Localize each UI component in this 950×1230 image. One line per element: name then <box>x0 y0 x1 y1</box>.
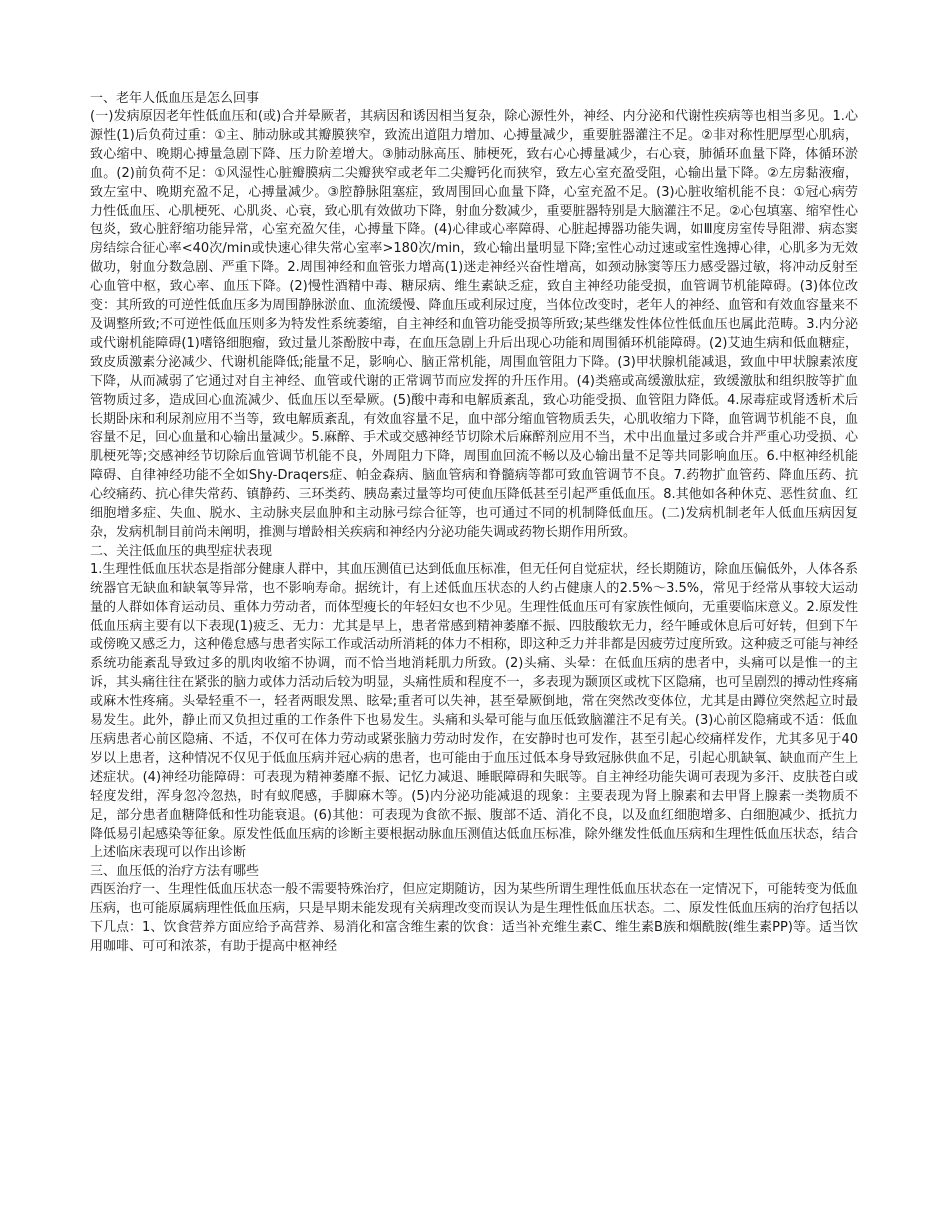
document-page <box>90 90 858 957</box>
section-3-body: 西医治疗一、生理性低血压状态一般不需要特殊治疗，但应定期随访，因为某些所谓生理性低血压状态在一定情况下，可能转变为低血压病，也可能原属病理性低血压病，只是早期未能发现有关病理改变而误认为是生理性低血压状态。二、原发性低血压病的治疗包括以下几点：1、饮食营养方面应给予高营养、易消化和富含维生素的饮食：适当补充维生素C、维生素B族和烟酰胺(维生素PP)等。适当饮用咖啡、可可和浓茶，有助于提高中枢神经 <box>90 882 858 955</box>
section-1-body: (一)发病原因老年性低血压和(或)合并晕厥者，其病因和诱因相当复杂，除心源性外，神经、内分泌和代谢性疾病等也相当多见。1.心源性(1)后负荷过重：①主、肺动脉或其瓣膜狭窄，致流出道阻力增加、心搏量减少，重要脏器灌注不足。②非对称性肥厚型心肌病，致心缩中、晚期心搏量急剧下降、压力阶差增大。③肺动脉高压、肺梗死，致右心心搏量减少，右心衰，肺循环血量下降，体循环淤血。(2)前负荷不足：①风湿性心脏瓣膜病二尖瓣狭窄或老年二尖瓣钙化而狭窄，致左心室充盈受阻，心输出量下降。②左房黏液瘤，致左室中、晚期充盈不足，心搏量减少。③腔静脉阻塞症，致周围回心血量下降，心室充盈不足。(3)心脏收缩机能不良：①冠心病劳力性低血压、心肌梗死、心肌炎、心衰，致心肌有效做功下降，射血分数减少，重要脏器特别是大脑灌注不足。②心包填塞、缩窄性心包炎，致心脏舒缩功能异常，心室充盈欠佳，心搏量下降。(4)心律或心率障碍、心脏起搏器功能失调，如Ⅲ度房室传导阻滞、病态窦房结综合征心率<40次/min或快速心律失常心室率>180次/min，致心输出量明显下降;室性心动过速或室性逸搏心律，心肌多为无效做功，射血分数急剧、严重下降。2.周围神经和血管张力增高(1)迷走神经兴奋性增高，如颈动脉窦等压力感受器过敏，将冲动反射至心血管中枢，致心率、血压下降。(2)慢性酒精中毒、糖尿病、维生素缺乏症，致自主神经功能受损，血管调节机能障碍。(3)体位改变：其所致的可逆性低血压多为周围静脉淤血、血流缓慢、降血压或利尿过度，当体位改变时，老年人的神经、血管和有效血容量来不及调整所致;不可逆性低血压则多为特发性系统萎缩，自主神经和血管功能受损等所致;某些继发性体位性低血压也属此范畴。3.内分泌或代谢机能障碍(1)嗜铬细胞瘤，致过量儿茶酚胺中毒，在血压急剧上升后出现心功能和周围循环机能障碍。(2)艾迪生病和低血糖症，致皮质激素分泌减少、代谢机能降低;能量不足，影响心、脑正常机能，周围血管阻力下降。(3)甲状腺机能减退，致血中甲状腺素浓度下降，从而减弱了它通过对自主神经、血管或代谢的正常调节而应发挥的升压作用。(4)类癌或高缓激肽症，致缓激肽和组织胺等扩血管物质过多，造成回心血流减少、低血压以至晕厥。(5)酸中毒和电解质紊乱，致心功能受损、血管阻力降低。4.尿毒症或肾透析术后长期卧床和利尿剂应用不当等，致电解质紊乱，有效血容量不足，血中部分缩血管物质丢失，心肌收缩力下降，血管调节机能不良，血容量不足，回心血量和心输出量减少。5.麻醉、手术或交感神经节切除术后麻醉剂应用不当，术中出血量过多或合并严重心功受损、心肌梗死等;交感神经节切除后血管调节机能不良，外周阻力下降，周围血回流不畅以及心输出量不足等共同影响血压。6.中枢神经机能障碍、自律神经功能不全如Shy-Draqers症、帕金森病、脑血管病和脊髓病等都可致血管调节不良。7.药物扩血管药、降血压药、抗心绞痛药、抗心律失常药、镇静药、三环类药、胰岛素过量等均可使血压降低甚至引起严重低血压。8.其他如各种休克、恶性贫血、红细胞增多症、失血、脱水、主动脉夹层血肿和主动脉弓综合征等，也可通过不同的机制降低血压。(二)发病机制老年人低血压病因复杂，发病机制目前尚未阐明，推测与增龄相关疾病和神经内分泌功能失调或药物长期作用所致。 <box>90 109 858 540</box>
section-2-body: 1.生理性低血压状态是指部分健康人群中，其血压测值已达到低血压标准，但无任何自觉症状，经长期随访，除血压偏低外，人体各系统器官无缺血和缺氧等异常，也不影响寿命。据统计，有上述低血压状态的人约占健康人的2.5%～3.5%，常见于经常从事较大运动量的人群如体育运动员、重体力劳动者，而体型瘦长的年轻妇女也不少见。生理性低血压可有家族性倾向，无重要临床意义。2.原发性低血压病主要有以下表现(1)疲乏、无力：尤其是早上，患者常感到精神萎靡不振、四肢酸软无力，经午睡或休息后可好转，但到下午或傍晚又感乏力，这种倦怠感与患者实际工作或活动所消耗的体力不相称，即这种乏力并非都是因疲劳过度所致。这种疲乏可能与神经系统功能紊乱导致过多的肌肉收缩不协调，而不恰当地消耗肌力所致。(2)头痛、头晕：在低血压病的患者中，头痛可以是惟一的主诉，其头痛往往在紧张的脑力或体力活动后较为明显，头痛性质和程度不一，多表现为颞顶区或枕下区隐痛，也可呈剧烈的搏动性疼痛或麻木性疼痛。头晕轻重不一，轻者两眼发黑、眩晕;重者可以失神，甚至晕厥倒地，常在突然改变体位，尤其是由蹲位突然起立时最易发生。此外，静止而又负担过重的工作条件下也易发生。头痛和头晕可能与血压低致脑灌注不足有关。(3)心前区隐痛或不适：低血压病患者心前区隐痛、不适，不仅可在体力劳动或紧张脑力劳动时发作，在安静时也可发作，甚至引起心绞痛样发作，尤其多见于40岁以上患者，这种情况不仅见于低血压病并冠心病的患者，也可能由于血压过低本身导致冠脉供血不足，引起心肌缺氧、缺血而产生上述症状。(4)神经功能障碍：可表现为精神萎靡不振、记忆力减退、睡眠障碍和失眠等。自主神经功能失调可表现为多汗、皮肤苍白或轻度发绀，浑身忽冷忽热，时有蚁爬感，手脚麻木等。(5)内分泌功能减退的现象：主要表现为肾上腺素和去甲肾上腺素一类物质不足，部分患者血糖降低和性功能衰退。(6)其他：可表现为食欲不振、腹部不适、消化不良，以及血红细胞增多、白细胞减少、抵抗力降低易引起感染等征象。原发性低血压病的诊断主要根据动脉血压测值达低血压标准，除外继发性低血压病和生理性低血压状态，结合上述临床表现可以作出诊断 <box>90 561 858 861</box>
section-2-heading: 二、关注低血压的典型症状表现 <box>90 543 273 559</box>
section-3-heading: 三、血压低的治疗方法有哪些 <box>90 864 260 880</box>
section-1-heading: 一、老年人低血压是怎么回事 <box>90 91 260 106</box>
